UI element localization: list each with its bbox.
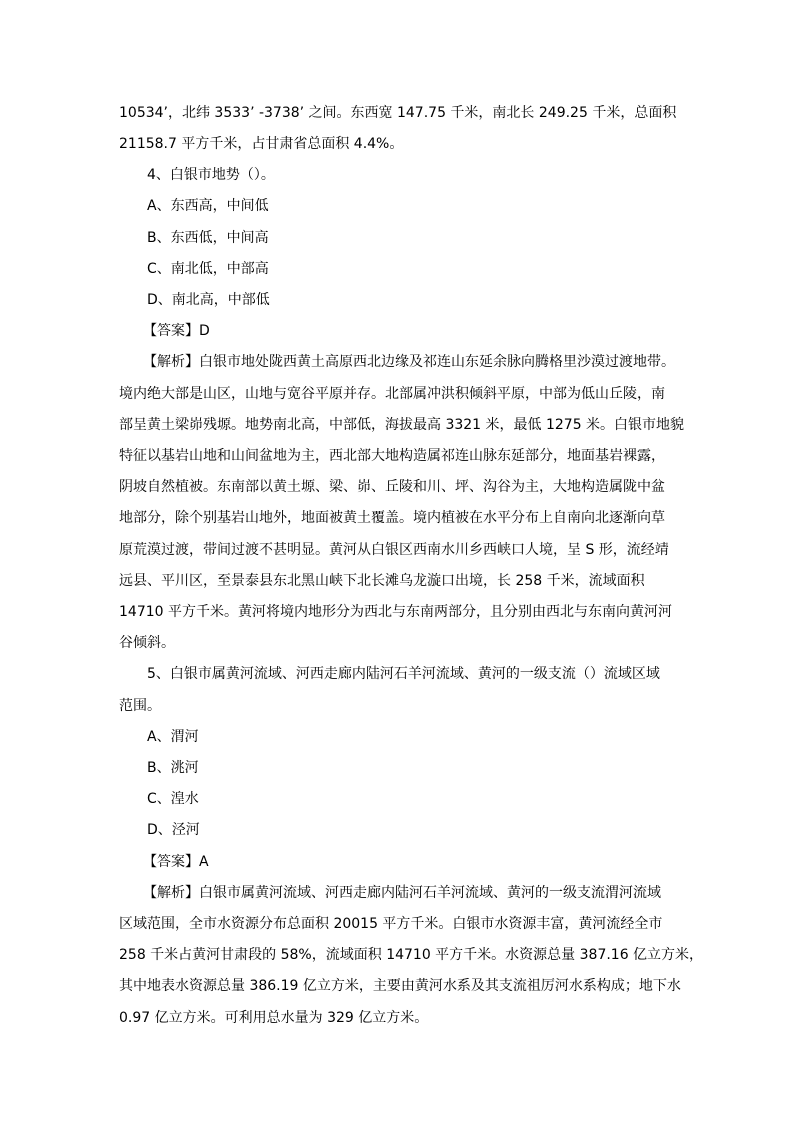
question-5-analysis-line: 【解析】白银市属黄河流域、河西走廊内陆河石羊河流域、黄河的一级支流渭河流域 [143,885,661,901]
question-4-analysis-line: 地部分，除个别基岩山地外，地面被黄土覆盖。境内植被在水平分布上自南向北逐渐向草 [119,510,665,526]
question-5-answer: 【答案】A [143,854,209,870]
question-4-analysis-line: 部呈黄土梁峁残塬。地势南北高，中部低，海拔最高 3321 米，最低 1275 米。白银市地貌 [119,417,685,433]
question-5-analysis-line: 258 千米占黄河甘肃段的 58%，流域面积 14710 平方千米。水资源总量 387.16 亿立方米， [119,947,704,963]
question-5-option-b: B、洮河 [147,760,199,776]
question-5-option-c: C、湟水 [147,791,199,807]
question-4-answer: 【答案】D [143,323,210,339]
question-5-option-a: A、渭河 [147,729,199,745]
question-5-analysis-line: 其中地表水资源总量 386.19 亿立方米，主要由黄河水系及其支流祖厉河水系构成；地下水 [119,978,681,994]
question-4-option-a: A、东西高，中间低 [147,198,269,214]
question-5-analysis-line: 区域范围，全市水资源分布总面积 20015 平方千米。白银市水资源丰富，黄河流经全市 [119,916,663,932]
intro-line-2: 21158.7 平方千米，占甘肃省总面积 4.4%。 [119,136,404,152]
question-4-analysis-line: 远县、平川区，至景泰县东北黑山峡下北长滩乌龙漩口出境，长 258 千米，流域面积 [119,573,645,589]
question-4-stem: 4、白银市地势（）。 [147,167,275,183]
question-5-option-d: D、泾河 [147,822,200,838]
question-4-analysis-line: 特征以基岩山地和山间盆地为主，西北部大地构造属祁连山脉东延部分，地面基岩裸露， [119,448,665,464]
question-4-analysis-line: 【解析】白银市地处陇西黄土高原西北边缘及祁连山东延余脉向腾格里沙漠过渡地带。 [143,354,675,370]
question-4-analysis-line: 原荒漠过渡，带间过渡不甚明显。黄河从白银区西南水川乡西峡口人境，呈 S 形，流经靖 [119,542,669,558]
question-4-analysis-line: 14710 平方千米。黄河将境内地形分为西北与东南两部分，且分别由西北与东南向黄河河 [119,604,672,620]
question-4-analysis-line: 阴坡自然植被。东南部以黄土塬、梁、峁、丘陵和川、坪、沟谷为主，大地构造属陇中盆 [119,479,665,495]
question-4-analysis-line: 境内绝大部是山区，山地与宽谷平原并存。北部属冲洪积倾斜平原，中部为低山丘陵，南 [119,386,665,402]
question-4-option-c: C、南北低，中部高 [147,261,269,277]
question-4-analysis-line: 谷倾斜。 [119,635,175,651]
intro-line-1: 10534’，北纬 3533’ -3738’ 之间。东西宽 147.75 千米，南北长 249.25 千米，总面积 [119,105,677,121]
question-5-stem: 5、白银市属黄河流域、河西走廊内陆河石羊河流域、黄河的一级支流（）流域区域 [147,666,660,682]
question-4-option-b: B、东西低，中间高 [147,230,269,246]
question-4-option-d: D、南北高，中部低 [147,292,270,308]
question-5-analysis-line: 0.97 亿立方米。可利用总水量为 329 亿立方米。 [119,1010,429,1026]
question-5-stem-continued: 范围。 [119,698,161,714]
